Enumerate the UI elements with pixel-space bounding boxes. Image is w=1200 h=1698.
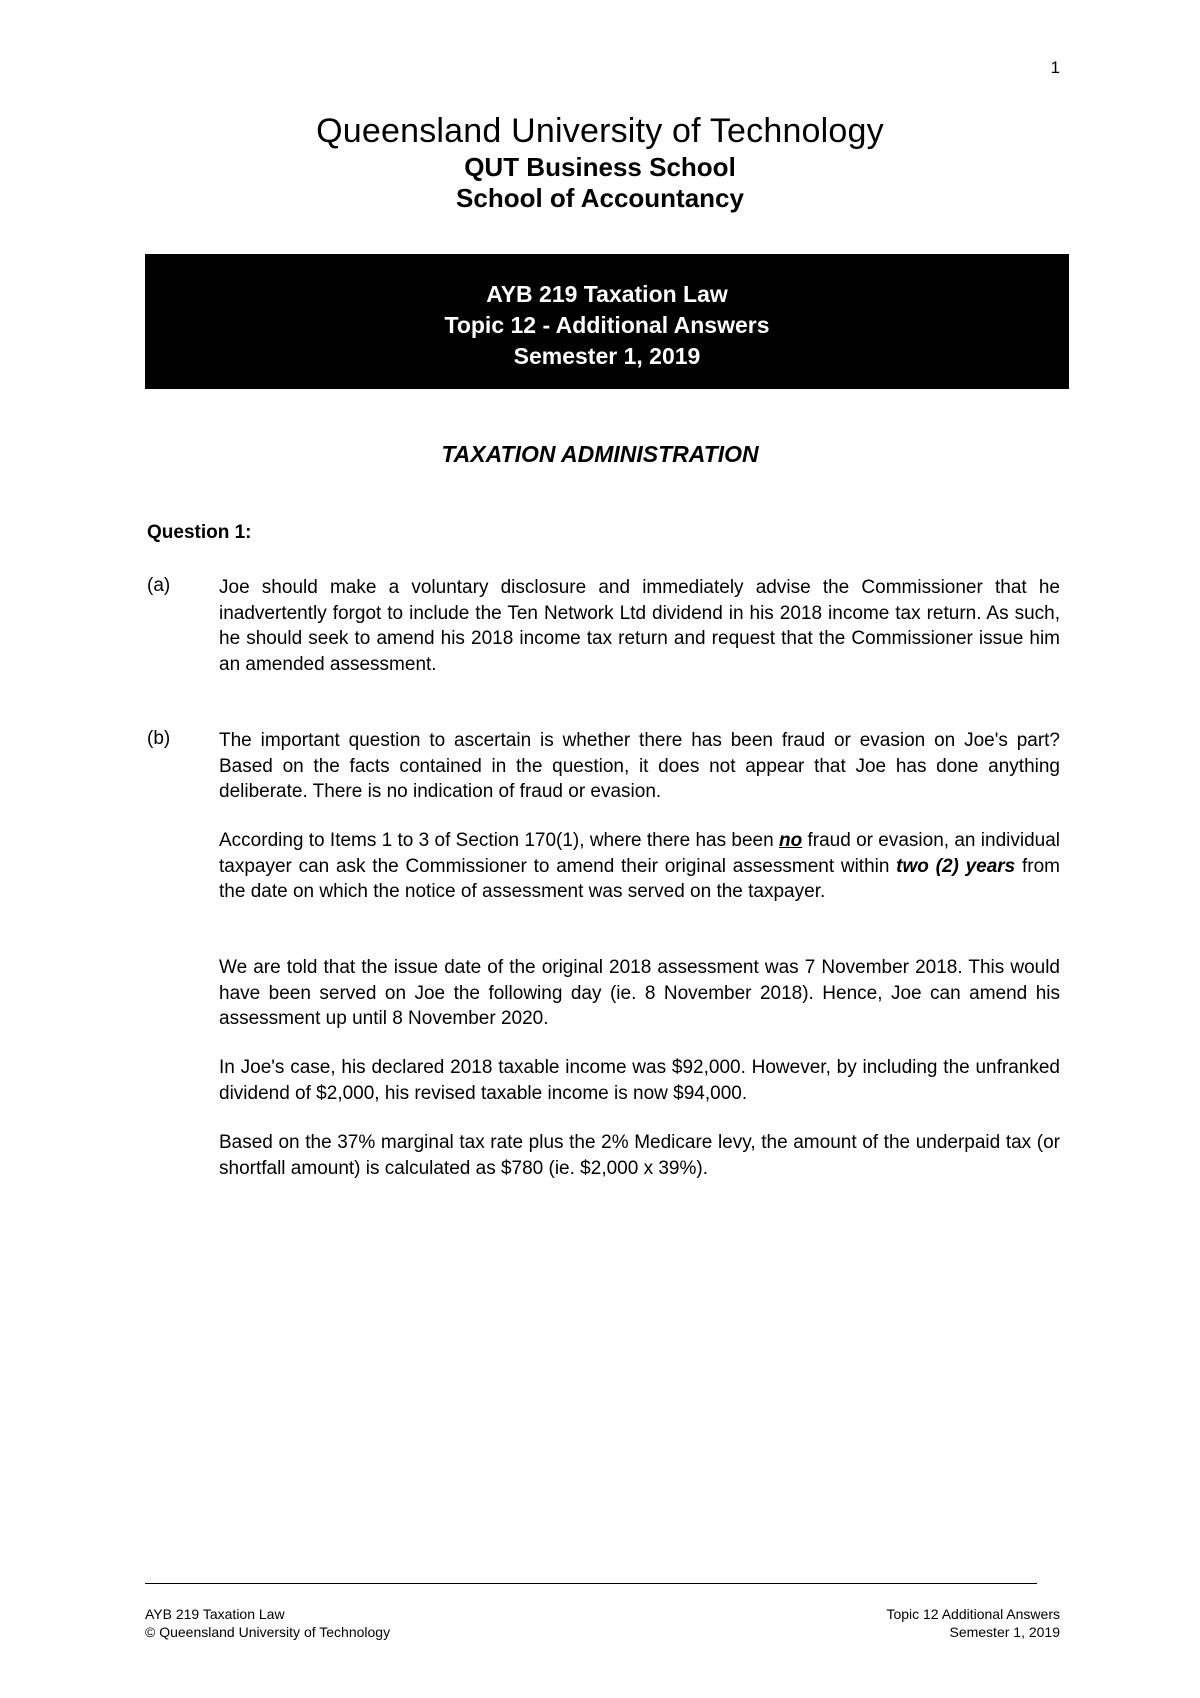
footer-right	[760, 1605, 1060, 1641]
p2-text-before: According to Items 1 to 3 of Section 170(1), where there has been	[219, 830, 779, 851]
business-school-name: QUT Business School	[464, 152, 736, 182]
banner-unit: AYB 219 Taxation Law	[486, 281, 728, 307]
footer-left	[145, 1605, 390, 1641]
page-number: 1	[1050, 58, 1060, 77]
part-b-paragraph-5: Based on the 37% marginal tax rate plus the 2% Medicare levy, the amount of the underpaid tax (or shortfall amount) is calculated as $780 (ie. $2,000 x 39%).	[219, 1132, 1060, 1179]
part-b-paragraph-3: We are told that the issue date of the original 2018 assessment was 7 November 2018. This would have been served on Joe the following day (ie. 8 November 2018). Hence, Joe can amend his assessment up until 8 November 2020.	[219, 957, 1060, 1029]
unit-banner	[145, 254, 1069, 389]
part-a-label: (a)	[147, 575, 171, 596]
footer-semester: Semester 1, 2019	[949, 1624, 1060, 1640]
part-b-label: (b)	[147, 728, 171, 749]
section-title: TAXATION ADMINISTRATION	[441, 441, 759, 467]
p2-text-middle: fraud or evasion, an individual taxpayer can ask the Commissioner to amend their original assessment within	[219, 830, 1060, 877]
footer-divider	[145, 1583, 1037, 1584]
footer-topic: Topic 12 Additional Answers	[886, 1606, 1060, 1622]
banner-topic: Topic 12 - Additional Answers	[444, 312, 770, 338]
emphasis-no: no	[778, 830, 803, 851]
banner-semester: Semester 1, 2019	[513, 343, 701, 369]
footer-unit: AYB 219 Taxation Law	[145, 1606, 285, 1622]
part-b-paragraph-1: The important question to ascertain is whether there has been fraud or evasion on Joe's part? Based on the facts contained in the question, it does not appear that Joe has done anything deliberate. There is no indication of fraud or evasion.	[219, 730, 1060, 802]
p2-text-after: from the date on which the notice of assessment was served on the taxpayer.	[219, 855, 1061, 902]
footer-copyright: © Queensland University of Technology	[145, 1624, 391, 1640]
emphasis-two-years: two (2) years	[896, 855, 1016, 877]
question-heading: Question 1:	[147, 522, 252, 543]
school-name: School of Accountancy	[456, 183, 744, 213]
part-b-paragraph-4: In Joe's case, his declared 2018 taxable income was $92,000. However, by including the unfranked dividend of $2,000, his revised taxable income is now $94,000.	[219, 1057, 1060, 1104]
part-a-text: Joe should make a voluntary disclosure and immediately advise the Commissioner that he inadvertently forgot to include the Ten Network Ltd dividend in his 2018 income tax return. As such, he should seek to amend his 2018 income tax return and request that the Commissioner issue him an amended assessment.	[219, 577, 1060, 675]
part-b-paragraph-2	[219, 828, 1060, 905]
university-title: Queensland University of Technology	[316, 112, 884, 150]
